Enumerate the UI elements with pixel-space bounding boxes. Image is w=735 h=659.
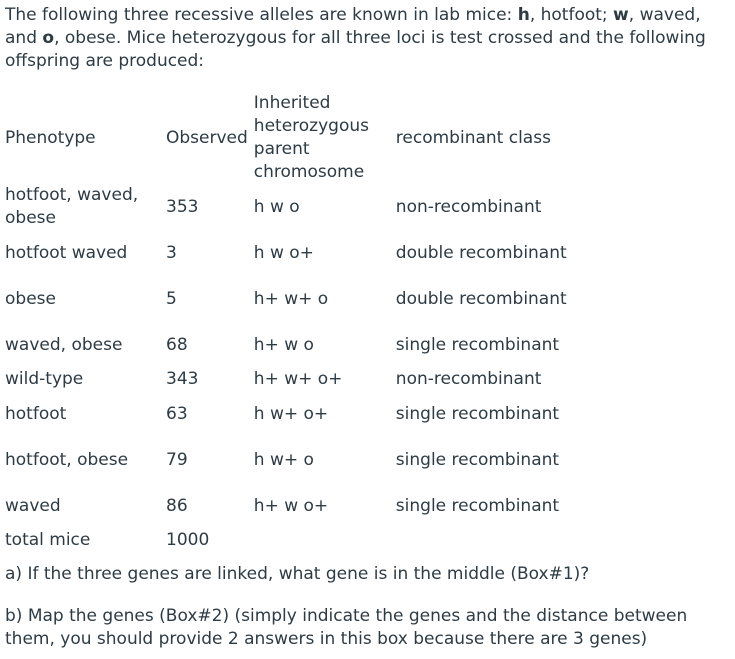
header-observed: Observed (166, 127, 248, 148)
cell-phenotype: hotfoot, waved, obese (5, 185, 139, 228)
cell-phenotype: wild-type (5, 369, 84, 389)
cell-class: single recombinant (395, 403, 560, 424)
table-row (2, 276, 579, 322)
cell-observed: 68 (166, 334, 188, 355)
cell-chromosome: h+ w o+ (253, 495, 329, 516)
cell-class: single recombinant (395, 334, 560, 355)
offspring-table (2, 92, 579, 552)
question-a: a) If the three genes are linked, what gene is in the middle (Box#1)? (5, 564, 590, 584)
header-recombinant-class: recombinant class (395, 127, 551, 148)
table-row (2, 483, 579, 529)
cell-class: single recombinant (395, 449, 560, 470)
cell-observed: 79 (166, 449, 188, 470)
cell-observed: 86 (166, 495, 188, 516)
cell-chromosome: h w+ o+ (253, 403, 329, 424)
total-value: 1000 (166, 530, 210, 550)
cell-class: non-recombinant (395, 196, 542, 217)
cell-chromosome: h+ w o (253, 334, 314, 355)
table-row (2, 391, 579, 437)
cell-observed: 63 (166, 403, 188, 424)
question-b: b) Map the genes (Box#2) (simply indicate the genes and the distance between them, you should provide 2 answers in this box because there are 3 genes) (5, 606, 688, 649)
table-row (2, 322, 579, 368)
table-total-row (2, 529, 579, 552)
header-chromosome: Inherited heterozygous parent chromosome (253, 93, 369, 182)
header-phenotype: Phenotype (5, 127, 96, 148)
cell-class: double recombinant (395, 242, 567, 263)
table-row (2, 437, 579, 483)
allele-h: h (517, 5, 530, 25)
cell-phenotype: hotfoot (5, 403, 67, 424)
cell-class: non-recombinant (395, 369, 542, 389)
cell-observed: 353 (166, 196, 199, 217)
cell-observed: 3 (166, 242, 177, 263)
cell-phenotype: hotfoot, obese (5, 449, 129, 470)
allele-o: o (42, 28, 55, 48)
cell-chromosome: h w+ o (253, 449, 314, 470)
total-label: total mice (5, 530, 91, 550)
intro-part4: , obese. Mice heterozygous for all three loci is test crossed and the following offspring are produced: (5, 28, 706, 71)
cell-chromosome: h+ w+ o+ (253, 369, 343, 389)
cell-phenotype: obese (5, 288, 56, 309)
intro-part3: , waved, and (5, 5, 701, 48)
table-header-row (2, 92, 579, 184)
intro-paragraph (5, 4, 731, 73)
cell-observed: 343 (166, 369, 199, 389)
intro-part1: The following three recessive alleles are known in lab mice: (5, 5, 518, 25)
table-row (2, 368, 579, 391)
cell-chromosome: h w o (253, 196, 300, 217)
table-row (2, 230, 579, 276)
intro-part2: , hotfoot; (529, 5, 614, 25)
cell-chromosome: h+ w+ o (253, 288, 329, 309)
table-row (2, 184, 579, 230)
cell-class: double recombinant (395, 288, 567, 309)
cell-phenotype: waved, obese (5, 334, 123, 355)
cell-observed: 5 (166, 288, 177, 309)
cell-chromosome: h w o+ (253, 242, 314, 263)
allele-w: w (613, 5, 629, 25)
cell-class: single recombinant (395, 495, 560, 516)
cell-phenotype: hotfoot waved (5, 242, 128, 263)
cell-phenotype: waved (5, 495, 61, 516)
